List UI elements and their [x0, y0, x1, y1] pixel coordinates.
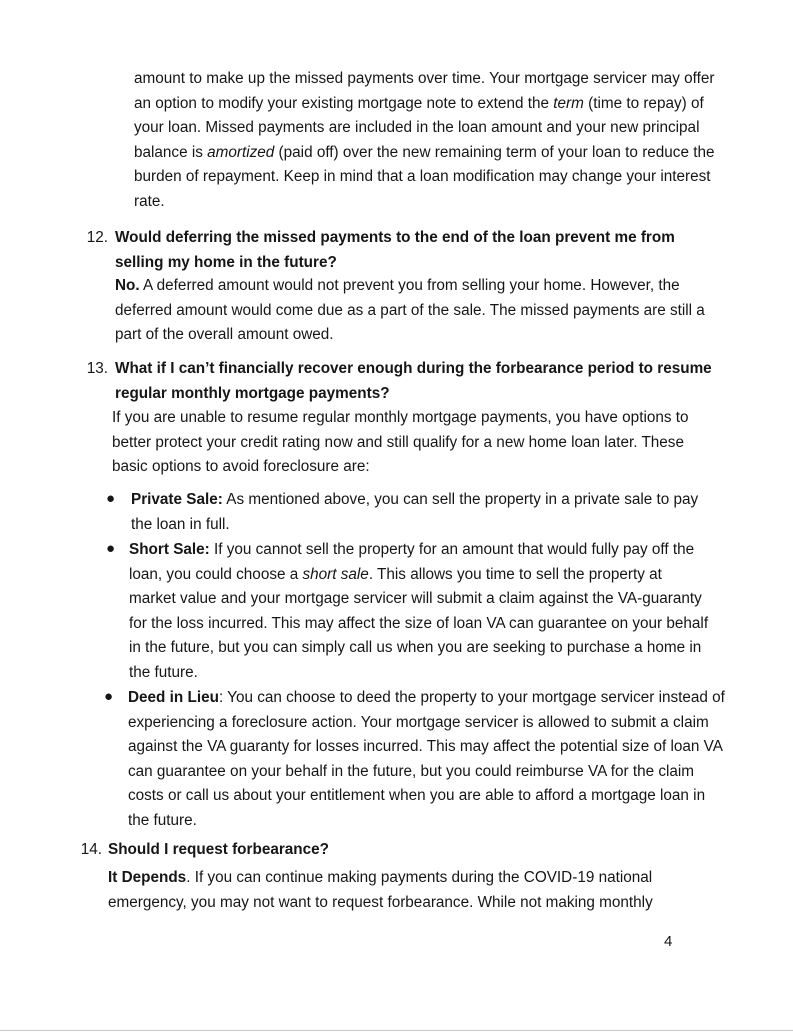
question-12-answer — [115, 274, 715, 348]
question-14-answer-text: . If you can continue making payments during the COVID-19 national emergency, you may not want to request forbearance. While not making monthly — [108, 869, 653, 911]
bullet-short-sale-text-a: If you cannot sell the property for an amount that would fully pay off the loan, you could choose a — [129, 541, 695, 583]
bullet-short-sale-text-b: . This allows you time to sell the property at market value and your mortgage servicer will submit a claim against the VA-guaranty for the loss incurred. This may affect the size of loan VA can guarantee on your behalf in the future, but you can simply call us when you are seeking to purchase a home in the future. — [129, 565, 709, 681]
question-14-answer — [108, 866, 708, 915]
question-13-answer: If you are unable to resume regular monthly mortgage payments, you have options to better protect your credit rating now and still qualify for a new home loan later. These basic options to avoid foreclosure are: — [112, 409, 689, 476]
continuation-text-2: (time to repay) of your loan. Missed payments are included in the loan amount and your new principal balance is — [134, 94, 704, 161]
bullet-short-sale — [129, 538, 711, 686]
continuation-text-3: (paid off) over the new remaining term of your loan to reduce the burden of repayment. Keep in mind that a loan modification may change your interest rate. — [134, 143, 715, 210]
page-number: 4 — [664, 933, 673, 950]
bullet-private-sale — [131, 488, 706, 537]
term-word: term — [553, 94, 584, 112]
continuation-paragraph — [134, 67, 734, 215]
question-14-number: 14. — [80, 841, 102, 858]
bullet-deed-in-lieu — [128, 686, 728, 834]
bullet-short-sale-italic: short sale — [302, 565, 369, 583]
question-14-answer-lead: It Depends — [108, 869, 187, 886]
bottom-rule — [0, 1030, 793, 1031]
question-14-title: Should I request forbearance? — [108, 841, 329, 858]
question-12-title: Would deferring the missed payments to the end of the loan prevent me from selling my home in the future? — [115, 229, 675, 271]
question-13-number: 13. — [86, 360, 108, 377]
question-12-number: 12. — [86, 229, 108, 246]
bullet-dot-2: ● — [106, 540, 116, 557]
bullet-private-sale-text: As mentioned above, you can sell the property in a private sale to pay the loan in full. — [131, 491, 699, 533]
question-12-answer-text: A deferred amount would not prevent you from selling your home. However, the deferred amount would come due as a part of the sale. The missed payments are still a part of the overall amount owed. — [115, 277, 705, 344]
bullet-dot-3: ● — [104, 688, 114, 705]
amortized-word: amortized — [207, 143, 275, 161]
bullet-deed-in-lieu-text: : You can choose to deed the property to your mortgage servicer instead of experiencing a foreclosure action. Your mortgage servicer is allowed to submit a claim against the VA guaranty for losses incurred. This may affect the potential size of loan VA can guarantee on your behalf in the future, but you could reimburse VA for the claim costs or call us about your entitlement when you are able to afford a mortgage loan in the future. — [128, 689, 725, 829]
bullet-private-sale-lead: Private Sale: — [131, 491, 223, 508]
bullet-dot-1: ● — [106, 490, 116, 507]
bullet-short-sale-lead: Short Sale: — [129, 541, 210, 558]
question-13-title: What if I can’t financially recover enough during the forbearance period to resume regular monthly mortgage payments? — [115, 360, 712, 402]
continuation-text-1: amount to make up the missed payments over time. Your mortgage servicer may offer an option to modify your existing mortgage note to extend the — [134, 70, 715, 112]
bullet-deed-in-lieu-lead: Deed in Lieu — [128, 689, 219, 706]
question-12-answer-lead: No. — [115, 277, 140, 294]
